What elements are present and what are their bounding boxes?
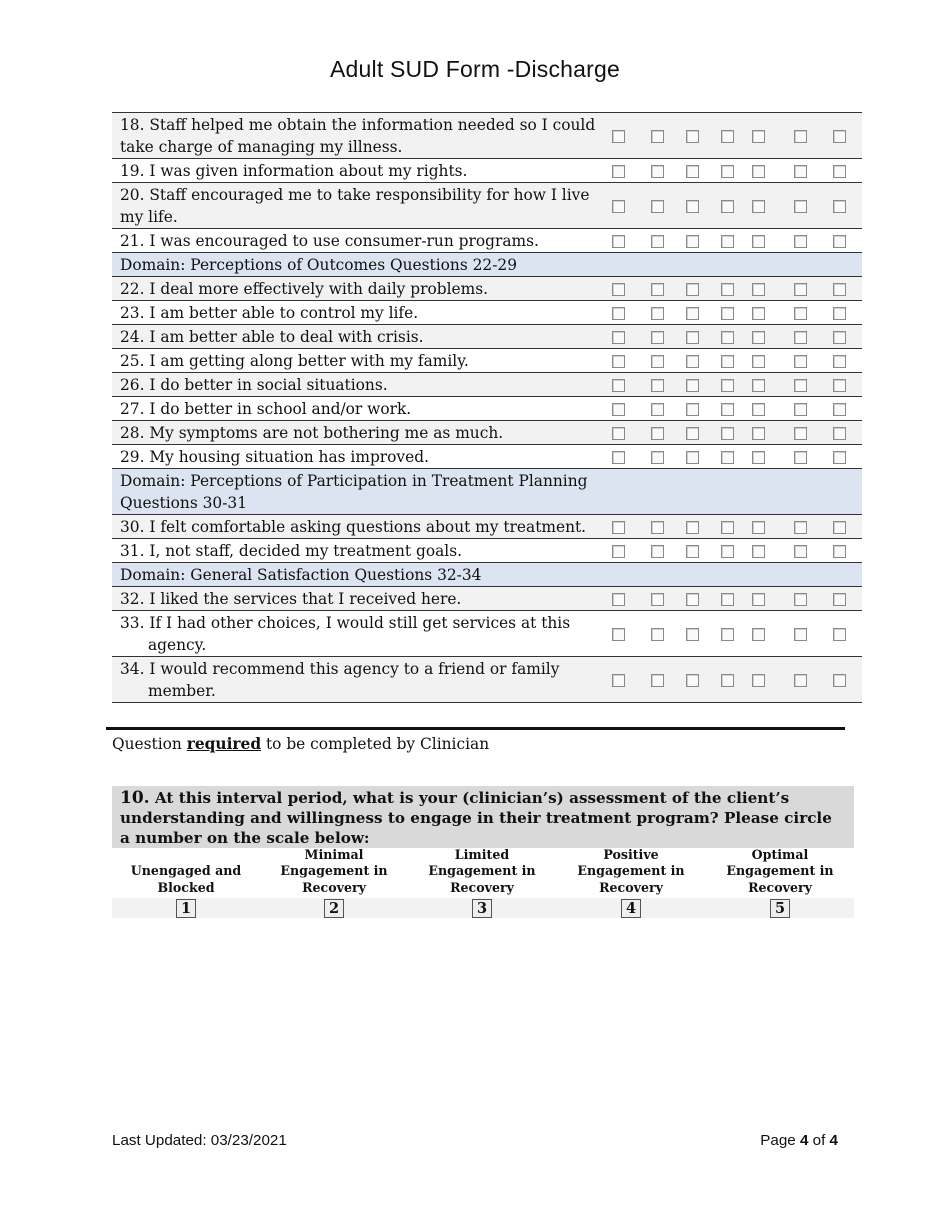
engagement-scale [112,848,854,918]
response-checkbox[interactable] [752,355,765,368]
page-total: 4 [829,1132,838,1149]
response-checkbox[interactable] [794,307,807,320]
response-checkbox[interactable] [752,427,765,440]
scale-option-1 [116,848,256,918]
response-checkbox[interactable] [721,593,734,606]
response-checkbox[interactable] [833,355,846,368]
response-checkbox[interactable] [833,451,846,464]
response-checkbox[interactable] [833,331,846,344]
domain-heading: Domain: General Satisfaction Questions 32-34 [112,563,610,587]
scale-number-box[interactable]: 3 [472,899,492,918]
response-cells [610,515,862,539]
response-cells [610,159,862,183]
response-checkbox[interactable] [721,674,734,687]
question-text: 18. Staff helped me obtain the information needed so I could take charge of managing my illness. [112,113,610,159]
question-row [112,515,862,539]
response-checkbox[interactable] [794,545,807,558]
response-checkbox[interactable] [794,521,807,534]
response-checkbox[interactable] [651,451,664,464]
response-checkbox[interactable] [833,235,846,248]
response-cells [610,373,862,397]
page-current: 4 [799,1132,809,1149]
response-checkbox[interactable] [651,379,664,392]
response-cells [610,587,862,611]
response-checkbox[interactable] [752,200,765,213]
response-checkbox[interactable] [794,674,807,687]
response-checkbox[interactable] [833,593,846,606]
scale-option-4 [561,848,701,918]
response-checkbox[interactable] [752,545,765,558]
response-checkbox[interactable] [833,379,846,392]
response-checkbox[interactable] [752,130,765,143]
response-checkbox[interactable] [651,628,664,641]
response-cells [610,539,862,563]
response-checkbox[interactable] [721,545,734,558]
response-checkbox[interactable] [651,521,664,534]
question-row [112,349,862,373]
last-updated: Last Updated: 03/23/2021 [112,1132,287,1149]
response-checkbox[interactable] [686,545,699,558]
response-checkbox[interactable] [833,130,846,143]
response-checkbox[interactable] [833,307,846,320]
response-checkbox[interactable] [651,674,664,687]
response-checkbox[interactable] [794,235,807,248]
clinician-required-note [112,735,489,753]
response-checkbox[interactable] [833,628,846,641]
page-title: Adult SUD Form -Discharge [329,56,621,82]
scale-number-box[interactable]: 2 [324,899,344,918]
response-cells [610,301,862,325]
question-row [112,421,862,445]
response-checkbox[interactable] [651,331,664,344]
response-checkbox[interactable] [721,451,734,464]
response-checkbox[interactable] [651,200,664,213]
domain-heading: Domain: Perceptions of Outcomes Questions 22-29 [112,253,610,277]
response-cells [610,611,862,657]
question-text: 23. I am better able to control my life. [112,301,610,325]
response-checkbox[interactable] [752,331,765,344]
question-row [112,373,862,397]
response-checkbox[interactable] [612,355,625,368]
response-cells [610,397,862,421]
response-checkbox[interactable] [833,674,846,687]
page-number [760,1132,838,1149]
scale-label: Minimal Engagement in Recovery [280,846,388,895]
response-checkbox[interactable] [833,200,846,213]
response-checkbox[interactable] [721,165,734,178]
response-checkbox[interactable] [721,235,734,248]
question-10-prompt: At this interval period, what is your (clinician’s) assessment of the client’s understanding and willingness to engage in their treatment program? Please circle a number on the scale below: [120,789,832,847]
question-row [112,587,862,611]
question-text: 27. I do better in school and/or work. [112,397,610,421]
question-row [112,657,862,703]
scale-option-3 [412,848,552,918]
response-checkbox[interactable] [721,427,734,440]
question-row [112,229,862,253]
question-text: 28. My symptoms are not bothering me as much. [112,421,610,445]
question-10-text [112,786,854,848]
response-checkbox[interactable] [833,521,846,534]
response-checkbox[interactable] [651,130,664,143]
response-checkbox[interactable] [686,427,699,440]
response-checkbox[interactable] [651,355,664,368]
response-checkbox[interactable] [686,283,699,296]
response-checkbox[interactable] [686,628,699,641]
response-checkbox[interactable] [612,427,625,440]
response-checkbox[interactable] [752,307,765,320]
response-checkbox[interactable] [651,593,664,606]
response-checkbox[interactable] [721,283,734,296]
response-checkbox[interactable] [651,307,664,320]
question-row [112,159,862,183]
response-checkbox[interactable] [686,674,699,687]
response-checkbox[interactable] [612,331,625,344]
response-checkbox[interactable] [612,200,625,213]
response-checkbox[interactable] [686,403,699,416]
response-checkbox[interactable] [752,283,765,296]
response-checkbox[interactable] [686,331,699,344]
response-checkbox[interactable] [721,307,734,320]
response-cells [610,183,862,229]
response-checkbox[interactable] [612,674,625,687]
response-checkbox[interactable] [752,165,765,178]
domain-row [112,253,862,277]
response-checkbox[interactable] [794,427,807,440]
response-checkbox[interactable] [794,200,807,213]
question-text: 25. I am getting along better with my family. [112,349,610,373]
question-10-number: 10. [120,788,150,808]
response-checkbox[interactable] [612,545,625,558]
domain-row [112,469,862,515]
response-checkbox[interactable] [752,521,765,534]
scale-option-5 [710,848,850,918]
scale-label: Positive Engagement in Recovery [577,846,685,895]
scale-label: Limited Engagement in Recovery [428,846,536,895]
response-checkbox[interactable] [752,593,765,606]
response-checkbox[interactable] [612,379,625,392]
scale-number-box[interactable]: 1 [176,899,196,918]
response-checkbox[interactable] [686,379,699,392]
response-checkbox[interactable] [686,593,699,606]
required-prefix: Question [112,735,187,753]
response-checkbox[interactable] [721,521,734,534]
scale-option-2 [264,848,404,918]
response-checkbox[interactable] [794,403,807,416]
question-10-box [112,786,854,848]
response-checkbox[interactable] [721,331,734,344]
response-checkbox[interactable] [721,628,734,641]
response-checkbox[interactable] [794,593,807,606]
response-cells [610,421,862,445]
response-cells [610,445,862,469]
response-checkbox[interactable] [721,379,734,392]
response-checkbox[interactable] [794,283,807,296]
question-row [112,539,862,563]
response-cells [610,277,862,301]
question-text: 33. If I had other choices, I would still get services at this agency. [112,611,610,657]
response-checkbox[interactable] [651,283,664,296]
response-checkbox[interactable] [752,403,765,416]
response-checkbox[interactable] [833,165,846,178]
response-checkbox[interactable] [833,545,846,558]
page-prefix: Page [760,1132,800,1149]
scale-label: Optimal Engagement in Recovery [726,846,834,895]
question-row [112,325,862,349]
response-checkbox[interactable] [752,451,765,464]
question-text: 19. I was given information about my rights. [112,159,610,183]
response-checkbox[interactable] [752,628,765,641]
response-checkbox[interactable] [612,307,625,320]
response-checkbox[interactable] [721,130,734,143]
response-checkbox[interactable] [612,130,625,143]
response-checkbox[interactable] [752,235,765,248]
response-checkbox[interactable] [721,403,734,416]
question-row [112,183,862,229]
section-divider [106,727,845,730]
domain-row [112,563,862,587]
response-checkbox[interactable] [612,235,625,248]
response-checkbox[interactable] [794,165,807,178]
response-checkbox[interactable] [686,307,699,320]
response-cells [610,349,862,373]
response-checkbox[interactable] [794,628,807,641]
response-cells [610,253,862,277]
question-text: 20. Staff encouraged me to take responsibility for how I live my life. [112,183,610,229]
response-checkbox[interactable] [833,283,846,296]
question-row [112,301,862,325]
response-checkbox[interactable] [686,521,699,534]
question-text: 30. I felt comfortable asking questions about my treatment. [112,515,610,539]
question-text: 22. I deal more effectively with daily problems. [112,277,610,301]
response-checkbox[interactable] [612,283,625,296]
response-checkbox[interactable] [651,235,664,248]
response-cells [610,657,862,703]
response-checkbox[interactable] [721,200,734,213]
question-text: 24. I am better able to deal with crisis. [112,325,610,349]
required-suffix: to be completed by Clinician [261,735,490,753]
question-text: 26. I do better in social situations. [112,373,610,397]
question-row [112,445,862,469]
domain-heading: Domain: Perceptions of Participation in Treatment Planning Questions 30-31 [112,469,610,515]
response-checkbox[interactable] [686,451,699,464]
scale-label: Unengaged and Blocked [130,863,242,895]
response-checkbox[interactable] [833,403,846,416]
page-mid: of [808,1132,830,1149]
question-text: 32. I liked the services that I received here. [112,587,610,611]
response-cells [610,325,862,349]
response-checkbox[interactable] [721,355,734,368]
response-checkbox[interactable] [651,403,664,416]
response-cells [610,113,862,159]
response-checkbox[interactable] [794,379,807,392]
response-checkbox[interactable] [794,451,807,464]
response-checkbox[interactable] [612,403,625,416]
survey-table [112,112,862,703]
response-checkbox[interactable] [686,165,699,178]
question-text: 21. I was encouraged to use consumer-run programs. [112,229,610,253]
response-checkbox[interactable] [612,593,625,606]
response-checkbox[interactable] [651,427,664,440]
question-row [112,397,862,421]
response-cells [610,563,862,587]
scale-number-box[interactable]: 5 [770,899,790,918]
question-row [112,611,862,657]
response-cells [610,469,862,515]
question-text: 31. I, not staff, decided my treatment goals. [112,539,610,563]
response-checkbox[interactable] [612,165,625,178]
question-row [112,277,862,301]
scale-number-box[interactable]: 4 [621,899,641,918]
response-cells [610,229,862,253]
required-word: required [186,735,262,753]
response-checkbox[interactable] [612,521,625,534]
response-checkbox[interactable] [612,628,625,641]
response-checkbox[interactable] [752,379,765,392]
response-checkbox[interactable] [686,130,699,143]
response-checkbox[interactable] [651,165,664,178]
response-checkbox[interactable] [794,355,807,368]
response-checkbox[interactable] [686,235,699,248]
question-text: 29. My housing situation has improved. [112,445,610,469]
response-checkbox[interactable] [686,200,699,213]
response-checkbox[interactable] [686,355,699,368]
response-checkbox[interactable] [612,451,625,464]
response-checkbox[interactable] [794,130,807,143]
response-checkbox[interactable] [651,545,664,558]
question-row [112,113,862,159]
question-text: 34. I would recommend this agency to a friend or family member. [112,657,610,703]
response-checkbox[interactable] [833,427,846,440]
response-checkbox[interactable] [794,331,807,344]
response-checkbox[interactable] [752,674,765,687]
